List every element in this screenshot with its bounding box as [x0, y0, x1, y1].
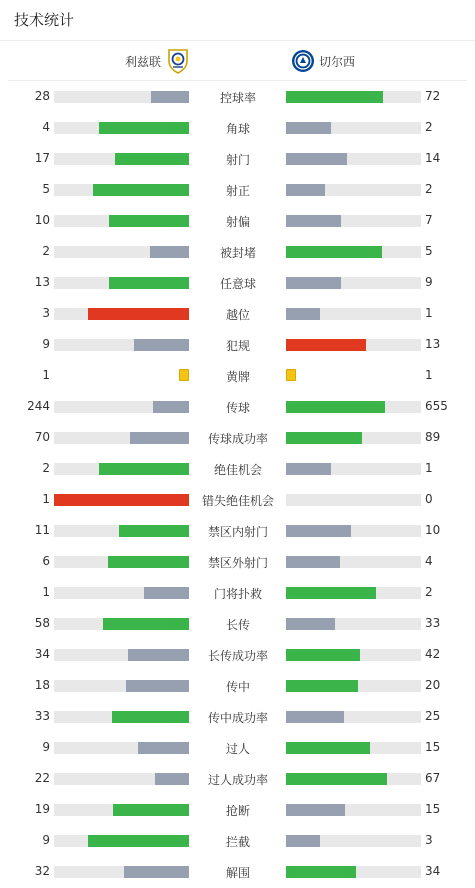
home-stat-bar-track [54, 618, 189, 630]
home-stat-value: 18 [34, 678, 50, 692]
away-stat-bar-track [286, 680, 421, 692]
stat-label: 黄牌 [225, 370, 250, 384]
away-stat-bar-fill [286, 339, 366, 351]
stat-label: 过人成功率 [207, 773, 268, 787]
home-stat-bar-fill [99, 463, 189, 475]
away-stat-value: 1 [425, 368, 433, 382]
away-stat-bar-fill [286, 153, 347, 165]
home-stat-value: 9 [42, 337, 50, 351]
away-stat-bar-track [286, 432, 421, 444]
home-stat-bar-fill [109, 215, 189, 227]
stat-row [0, 361, 475, 392]
home-stat-bar-track [54, 122, 189, 134]
away-stat-bar-fill [286, 680, 358, 692]
stat-label: 被封堵 [219, 246, 256, 260]
stat-row [0, 330, 475, 361]
home-stat-bar-track [54, 525, 189, 537]
away-stat-bar-track [286, 246, 421, 258]
home-stat-bar-track [54, 835, 189, 847]
home-stat-value: 34 [34, 647, 50, 661]
home-stat-bar-fill [93, 184, 189, 196]
home-stat-bar-fill [126, 680, 189, 692]
away-stat-bar-fill [286, 618, 335, 630]
away-stat-value: 25 [425, 709, 441, 723]
away-stat-value: 3 [425, 833, 433, 847]
home-stat-bar-track [54, 184, 189, 196]
home-stat-bar-track [54, 773, 189, 785]
home-stat-bar-track [54, 866, 189, 878]
away-stat-value: 10 [425, 523, 441, 537]
stat-row [0, 764, 475, 795]
away-stat-value: 5 [425, 244, 433, 258]
home-stat-bar-track [54, 215, 189, 227]
home-stat-value: 2 [42, 461, 50, 475]
home-stat-value: 1 [42, 585, 50, 599]
away-stat-bar-track [286, 742, 421, 754]
home-yellow-card-icon [179, 369, 189, 381]
home-stat-bar-fill [128, 649, 189, 661]
away-stat-value: 67 [425, 771, 441, 785]
away-stat-bar-track [286, 463, 421, 475]
home-stat-value: 9 [42, 740, 50, 754]
stat-label: 射正 [225, 184, 250, 198]
home-stat-value: 33 [34, 709, 50, 723]
stat-label: 射门 [225, 153, 250, 167]
home-stat-bar-fill [54, 494, 189, 506]
stat-row [0, 671, 475, 702]
stat-label: 抢断 [225, 804, 250, 818]
stat-label: 拦截 [225, 835, 250, 849]
home-stat-bar-track [54, 680, 189, 692]
away-stat-value: 33 [425, 616, 441, 630]
home-stat-bar-track [54, 432, 189, 444]
away-stat-bar-fill [286, 463, 331, 475]
team-divider [8, 80, 467, 81]
away-stat-bar-track [286, 866, 421, 878]
stat-row [0, 82, 475, 113]
away-stat-value: 2 [425, 585, 433, 599]
home-stat-bar-fill [151, 91, 189, 103]
home-stat-value: 17 [34, 151, 50, 165]
away-stat-bar-track [286, 215, 421, 227]
away-stat-bar-fill [286, 742, 370, 754]
stat-label: 禁区内射门 [207, 525, 268, 539]
away-stat-bar-track [286, 525, 421, 537]
stat-label: 传中 [225, 680, 250, 694]
away-stat-value: 89 [425, 430, 441, 444]
stat-row [0, 609, 475, 640]
stat-label: 射偏 [225, 215, 250, 229]
home-stat-bar-fill [134, 339, 189, 351]
stat-label: 任意球 [219, 277, 256, 291]
away-stat-bar-track [286, 401, 421, 413]
home-stat-bar-track [54, 494, 189, 506]
home-stat-value: 244 [27, 399, 50, 413]
stat-row [0, 299, 475, 330]
home-stat-value: 58 [34, 616, 50, 630]
away-stat-bar-track [286, 587, 421, 599]
away-stat-bar-track [286, 339, 421, 351]
home-stat-bar-track [54, 649, 189, 661]
leeds-united-badge-icon [167, 48, 189, 74]
home-stat-bar-track [54, 401, 189, 413]
stat-label: 越位 [225, 308, 250, 322]
away-stat-bar-track [286, 618, 421, 630]
away-stat-bar-track [286, 277, 421, 289]
home-stat-bar-fill [99, 122, 189, 134]
away-stat-bar-track [286, 184, 421, 196]
home-stat-bar-fill [153, 401, 189, 413]
away-stat-value: 655 [425, 399, 448, 413]
home-stat-bar-track [54, 277, 189, 289]
stat-label: 控球率 [219, 91, 256, 105]
stat-row [0, 516, 475, 547]
home-stat-bar-track [54, 463, 189, 475]
away-stat-bar-track [286, 649, 421, 661]
home-stat-value: 28 [34, 89, 50, 103]
away-stat-bar-track [286, 122, 421, 134]
home-stat-value: 5 [42, 182, 50, 196]
stat-row [0, 113, 475, 144]
away-stat-bar-fill [286, 277, 341, 289]
stat-row [0, 144, 475, 175]
home-stat-bar-fill [150, 246, 189, 258]
stat-row [0, 640, 475, 671]
home-stat-bar-fill [88, 308, 189, 320]
away-stat-value: 42 [425, 647, 441, 661]
home-stat-value: 22 [34, 771, 50, 785]
stat-row [0, 578, 475, 609]
home-stat-bar-fill [138, 742, 189, 754]
home-stat-bar-fill [113, 804, 189, 816]
away-stat-value: 7 [425, 213, 433, 227]
stat-row [0, 795, 475, 826]
away-team-header[interactable] [291, 46, 355, 76]
home-stat-value: 32 [34, 864, 50, 878]
header-divider [0, 40, 475, 41]
stat-label: 解围 [225, 866, 250, 880]
stat-label: 错失绝佳机会 [201, 494, 274, 508]
home-stat-value: 1 [42, 492, 50, 506]
stat-row [0, 826, 475, 857]
stat-row [0, 857, 475, 888]
away-stat-value: 13 [425, 337, 441, 351]
home-stat-bar-fill [144, 587, 189, 599]
away-stat-bar-fill [286, 432, 362, 444]
stat-row [0, 423, 475, 454]
away-stat-bar-fill [286, 587, 376, 599]
home-stat-value: 10 [34, 213, 50, 227]
home-stat-bar-fill [124, 866, 189, 878]
home-stat-bar-fill [109, 277, 189, 289]
away-stat-value: 2 [425, 120, 433, 134]
away-stat-value: 4 [425, 554, 433, 568]
home-stat-value: 9 [42, 833, 50, 847]
home-stat-bar-fill [119, 525, 189, 537]
home-stat-value: 2 [42, 244, 50, 258]
home-stat-bar-fill [155, 773, 189, 785]
away-stat-value: 34 [425, 864, 441, 878]
chelsea-badge-icon [291, 49, 315, 73]
home-stat-value: 4 [42, 120, 50, 134]
stat-row [0, 206, 475, 237]
home-stat-bar-fill [108, 556, 189, 568]
away-stat-bar-fill [286, 246, 382, 258]
away-stat-bar-track [286, 153, 421, 165]
stat-label: 传球 [225, 401, 250, 415]
home-stat-value: 19 [34, 802, 50, 816]
away-stat-bar-track [286, 835, 421, 847]
home-stat-bar-track [54, 153, 189, 165]
stat-label: 绝佳机会 [213, 463, 262, 477]
away-stat-bar-fill [286, 215, 341, 227]
home-stat-bar-fill [112, 711, 189, 723]
home-stat-bar-fill [88, 835, 189, 847]
home-stat-value: 70 [34, 430, 50, 444]
home-stat-bar-track [54, 587, 189, 599]
away-stat-value: 20 [425, 678, 441, 692]
stat-label: 长传成功率 [207, 649, 268, 663]
away-yellow-card-icon [286, 369, 296, 381]
away-stat-value: 1 [425, 306, 433, 320]
away-team-name: 切尔西 [319, 54, 356, 69]
stat-label: 犯规 [225, 339, 250, 353]
away-stat-bar-fill [286, 308, 320, 320]
home-stat-bar-track [54, 556, 189, 568]
away-stat-bar-fill [286, 556, 340, 568]
home-stat-bar-track [54, 246, 189, 258]
home-stat-bar-track [54, 308, 189, 320]
home-stat-bar-fill [103, 618, 189, 630]
away-stat-value: 0 [425, 492, 433, 506]
home-stat-bar-fill [130, 432, 189, 444]
away-stat-value: 2 [425, 182, 433, 196]
away-stat-bar-fill [286, 773, 387, 785]
home-stat-value: 13 [34, 275, 50, 289]
stat-row [0, 175, 475, 206]
away-stat-bar-track [286, 711, 421, 723]
away-stat-value: 72 [425, 89, 441, 103]
stat-label: 传中成功率 [207, 711, 268, 725]
stat-label: 过人 [225, 742, 250, 756]
away-stat-bar-fill [286, 804, 345, 816]
away-stat-value: 14 [425, 151, 441, 165]
stat-label: 长传 [225, 618, 250, 632]
home-team-header[interactable] [125, 46, 189, 76]
home-team-name: 利兹联 [125, 54, 162, 69]
away-stat-bar-track [286, 804, 421, 816]
home-stat-bar-track [54, 804, 189, 816]
home-stat-value: 3 [42, 306, 50, 320]
stat-label: 传球成功率 [207, 432, 268, 446]
home-stat-bar-track [54, 711, 189, 723]
away-stat-bar-fill [286, 711, 344, 723]
away-stat-bar-fill [286, 184, 325, 196]
stat-label: 禁区外射门 [207, 556, 268, 570]
home-stat-value: 11 [34, 523, 50, 537]
away-stat-bar-fill [286, 835, 320, 847]
stat-row [0, 268, 475, 299]
away-stat-value: 15 [425, 802, 441, 816]
home-stat-bar-track [54, 742, 189, 754]
away-stat-value: 1 [425, 461, 433, 475]
away-stat-bar-fill [286, 649, 360, 661]
stat-label: 角球 [225, 122, 250, 136]
stat-row [0, 454, 475, 485]
away-stat-bar-fill [286, 401, 385, 413]
home-stat-bar-track [54, 339, 189, 351]
away-stat-bar-track [286, 556, 421, 568]
away-stat-bar-fill [286, 525, 351, 537]
home-stat-bar-fill [115, 153, 189, 165]
stat-row [0, 392, 475, 423]
stat-row [0, 702, 475, 733]
stat-row [0, 237, 475, 268]
away-stat-bar-fill [286, 91, 383, 103]
stat-row [0, 485, 475, 516]
away-stat-bar-fill [286, 122, 331, 134]
away-stat-bar-track [286, 308, 421, 320]
stat-row [0, 733, 475, 764]
stat-row [0, 547, 475, 578]
away-stat-value: 15 [425, 740, 441, 754]
away-stat-bar-fill [286, 866, 356, 878]
home-stat-value: 1 [42, 368, 50, 382]
home-stat-bar-track [54, 91, 189, 103]
away-stat-bar-track [286, 91, 421, 103]
away-stat-value: 9 [425, 275, 433, 289]
page-title: 技术统计 [14, 11, 75, 29]
stat-label: 门将扑救 [213, 587, 262, 601]
away-stat-bar-track [286, 773, 421, 785]
away-stat-bar-track [286, 494, 421, 506]
home-stat-value: 6 [42, 554, 50, 568]
